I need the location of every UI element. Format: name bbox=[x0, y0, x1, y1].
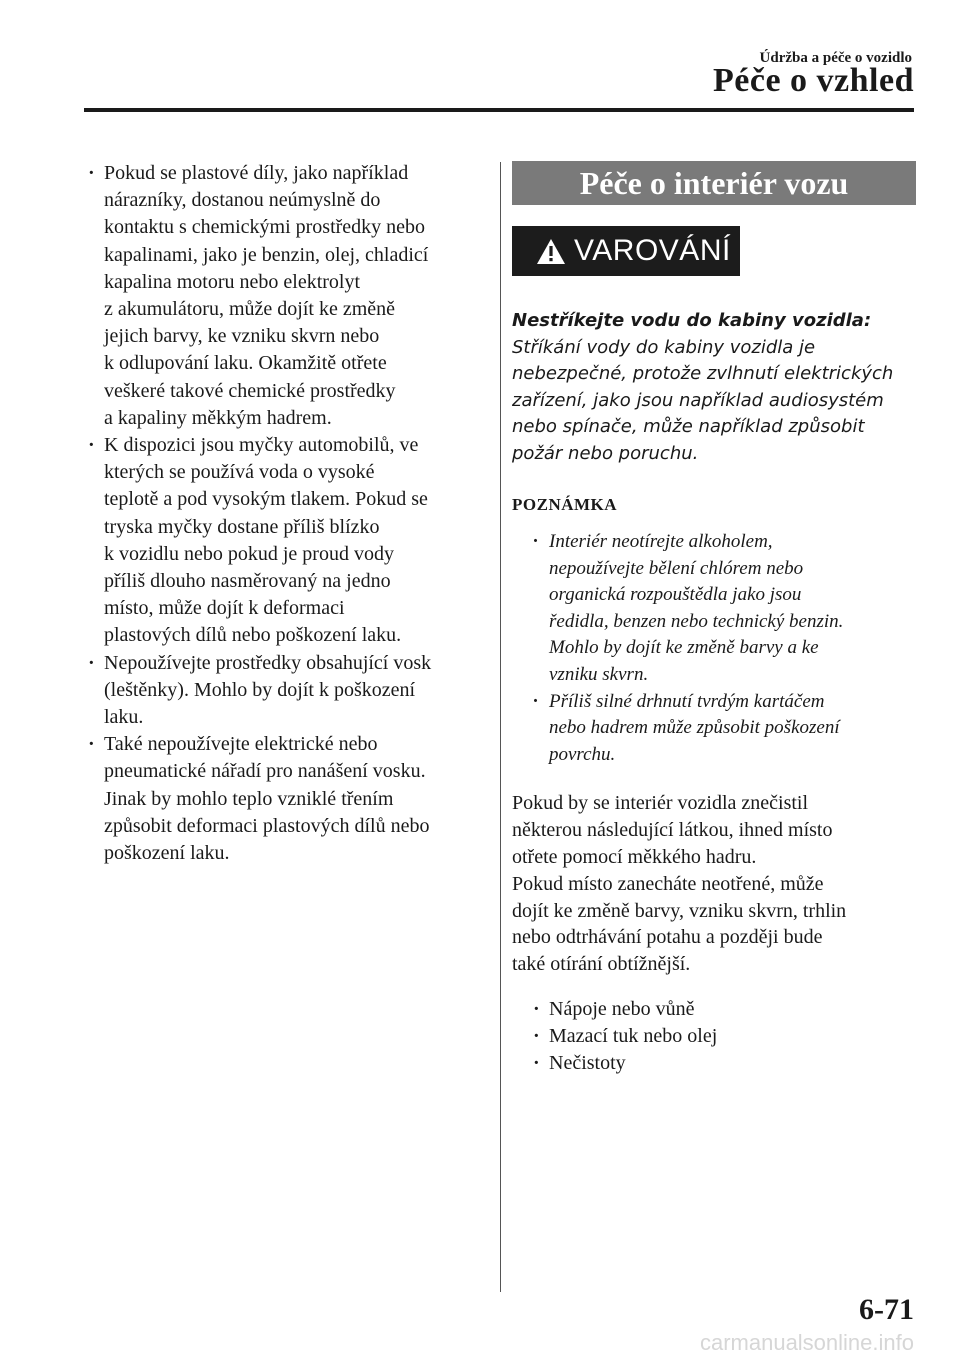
text-line: · Příliš silné drhnutí tvrdým kartáčem bbox=[549, 690, 825, 712]
text-line: nebo odtrhávání potahu a později bude bbox=[512, 926, 823, 949]
text-line: způsobit deformaci plastových dílů nebo bbox=[104, 814, 430, 837]
list-item: · Nápoje nebo vůně bbox=[529, 996, 916, 1023]
text-line: k odlupování laku. Okamžitě otřete bbox=[104, 352, 387, 375]
text-line: nebo hadrem může způsobit poškození bbox=[549, 717, 840, 739]
left-column bbox=[84, 160, 484, 867]
text-line: Jinak by mohlo teplo vzniklé třením bbox=[104, 787, 394, 810]
text-line: Mohlo by dojít ke změně barvy a ke bbox=[549, 637, 819, 659]
text-line: nebezpečné, protože zvlhnutí elektrických bbox=[512, 363, 894, 384]
text-line: veškeré takové chemické prostředky bbox=[104, 379, 396, 402]
substance-list bbox=[512, 996, 916, 1076]
text-line: plastových dílů nebo poškození laku. bbox=[104, 624, 402, 647]
left-bullet-3 bbox=[84, 650, 484, 732]
paragraph-1 bbox=[512, 790, 916, 870]
text-line: z akumulátoru, může dojít ke změně bbox=[104, 298, 396, 321]
text-line: · Také nepoužívejte elektrické nebo bbox=[104, 733, 378, 756]
text-line: kterých se používá voda o vysoké bbox=[104, 461, 375, 484]
text-line: vzniku skvrn. bbox=[549, 663, 649, 685]
text-line: laku. bbox=[104, 706, 144, 729]
text-line: organická rozpouštědla jako jsou bbox=[549, 584, 802, 606]
text-line: · K dispozici jsou myčky automobilů, ve bbox=[104, 434, 419, 457]
text-line: jejich barvy, ke vzniku skvrn nebo bbox=[104, 325, 380, 348]
text-line: také otírání obtížnější. bbox=[512, 953, 691, 976]
text-line: a kapaliny měkkým hadrem. bbox=[104, 406, 332, 429]
text-line: ředidla, benzen nebo technický benzin. bbox=[549, 610, 844, 632]
column-divider bbox=[500, 162, 501, 1292]
note-list bbox=[512, 529, 917, 768]
text-line: místo, může dojít k deformaci bbox=[104, 597, 345, 620]
note-bullet-2 bbox=[529, 689, 917, 769]
section-title-banner: Péče o interiér vozu bbox=[512, 161, 916, 205]
text-line: kapalina motoru nebo elektrolyt bbox=[104, 270, 361, 293]
text-line: k vozidlu nebo pokud je proud vody bbox=[104, 542, 394, 565]
text-line: Stříkání vody do kabiny vozidla je bbox=[512, 336, 816, 358]
text-line: požár nebo poruchu. bbox=[512, 442, 699, 464]
warning-badge bbox=[512, 226, 740, 276]
text-line: pneumatické nářadí pro nanášení vosku. bbox=[104, 760, 426, 783]
text-line: nárazníky, dostanou neúmyslně do bbox=[104, 189, 381, 212]
running-header-section: Údržba a péče o vozidlo bbox=[759, 50, 912, 66]
page-number: 6-71 bbox=[859, 1293, 914, 1326]
warning-text bbox=[512, 308, 916, 467]
text-line: Pokud místo zanecháte neotřené, může bbox=[512, 872, 824, 895]
list-item: · Nečistoty bbox=[529, 1050, 916, 1077]
text-line: nepoužívejte bělení chlórem nebo bbox=[549, 557, 804, 579]
note-bullet-1 bbox=[529, 529, 917, 689]
running-header-title: Péče o vzhled bbox=[713, 62, 914, 99]
left-bullet-4 bbox=[84, 731, 484, 867]
text-line: · Pokud se plastové díly, jako například bbox=[104, 162, 409, 184]
list-item: · Mazací tuk nebo olej bbox=[529, 1023, 916, 1050]
right-column bbox=[512, 161, 916, 1076]
text-line: (leštěnky). Mohlo by dojít k poškození bbox=[104, 678, 416, 701]
text-line: teplotě a pod vysokým tlakem. Pokud se bbox=[104, 488, 428, 511]
text-line: příliš dlouho nasměrovaný na jedno bbox=[104, 570, 391, 593]
text-line: dojít ke změně barvy, vzniku skvrn, trhlin bbox=[512, 899, 847, 922]
text-line: povrchu. bbox=[549, 743, 616, 765]
left-bullet-2 bbox=[84, 432, 484, 650]
text-line: nebo spínače, může například způsobit bbox=[512, 416, 865, 437]
text-line: některou následující látkou, ihned místo bbox=[512, 819, 833, 842]
text-line: kontaktu s chemickými prostředky nebo bbox=[104, 216, 426, 239]
text-line: zařízení, jako jsou například audiosystém bbox=[512, 389, 884, 411]
warning-label: VAROVÁNÍ bbox=[574, 234, 731, 267]
text-line: · Nepoužívejte prostředky obsahující vosk bbox=[104, 651, 432, 674]
text-line: Pokud by se interiér vozidla znečistil bbox=[512, 792, 809, 815]
paragraph-2 bbox=[512, 871, 916, 978]
text-line: kapalinami, jako je benzin, olej, chladicí bbox=[104, 243, 429, 266]
text-line: tryska myčky dostane příliš blízko bbox=[104, 515, 380, 538]
warning-heading: Nestříkejte vodu do kabiny vozidla: bbox=[512, 310, 872, 331]
warning-triangle-icon bbox=[536, 238, 566, 265]
watermark: carmanualsonline.info bbox=[699, 1330, 914, 1355]
note-title: POZNÁMKA bbox=[512, 495, 618, 514]
left-bullet-1 bbox=[84, 160, 484, 432]
header-rule bbox=[84, 108, 914, 112]
interior-paragraphs bbox=[512, 790, 916, 978]
text-line: · Interiér neotírejte alkoholem, bbox=[549, 531, 773, 552]
text-line: poškození laku. bbox=[104, 842, 230, 865]
text-line: otřete pomocí měkkého hadru. bbox=[512, 845, 757, 868]
